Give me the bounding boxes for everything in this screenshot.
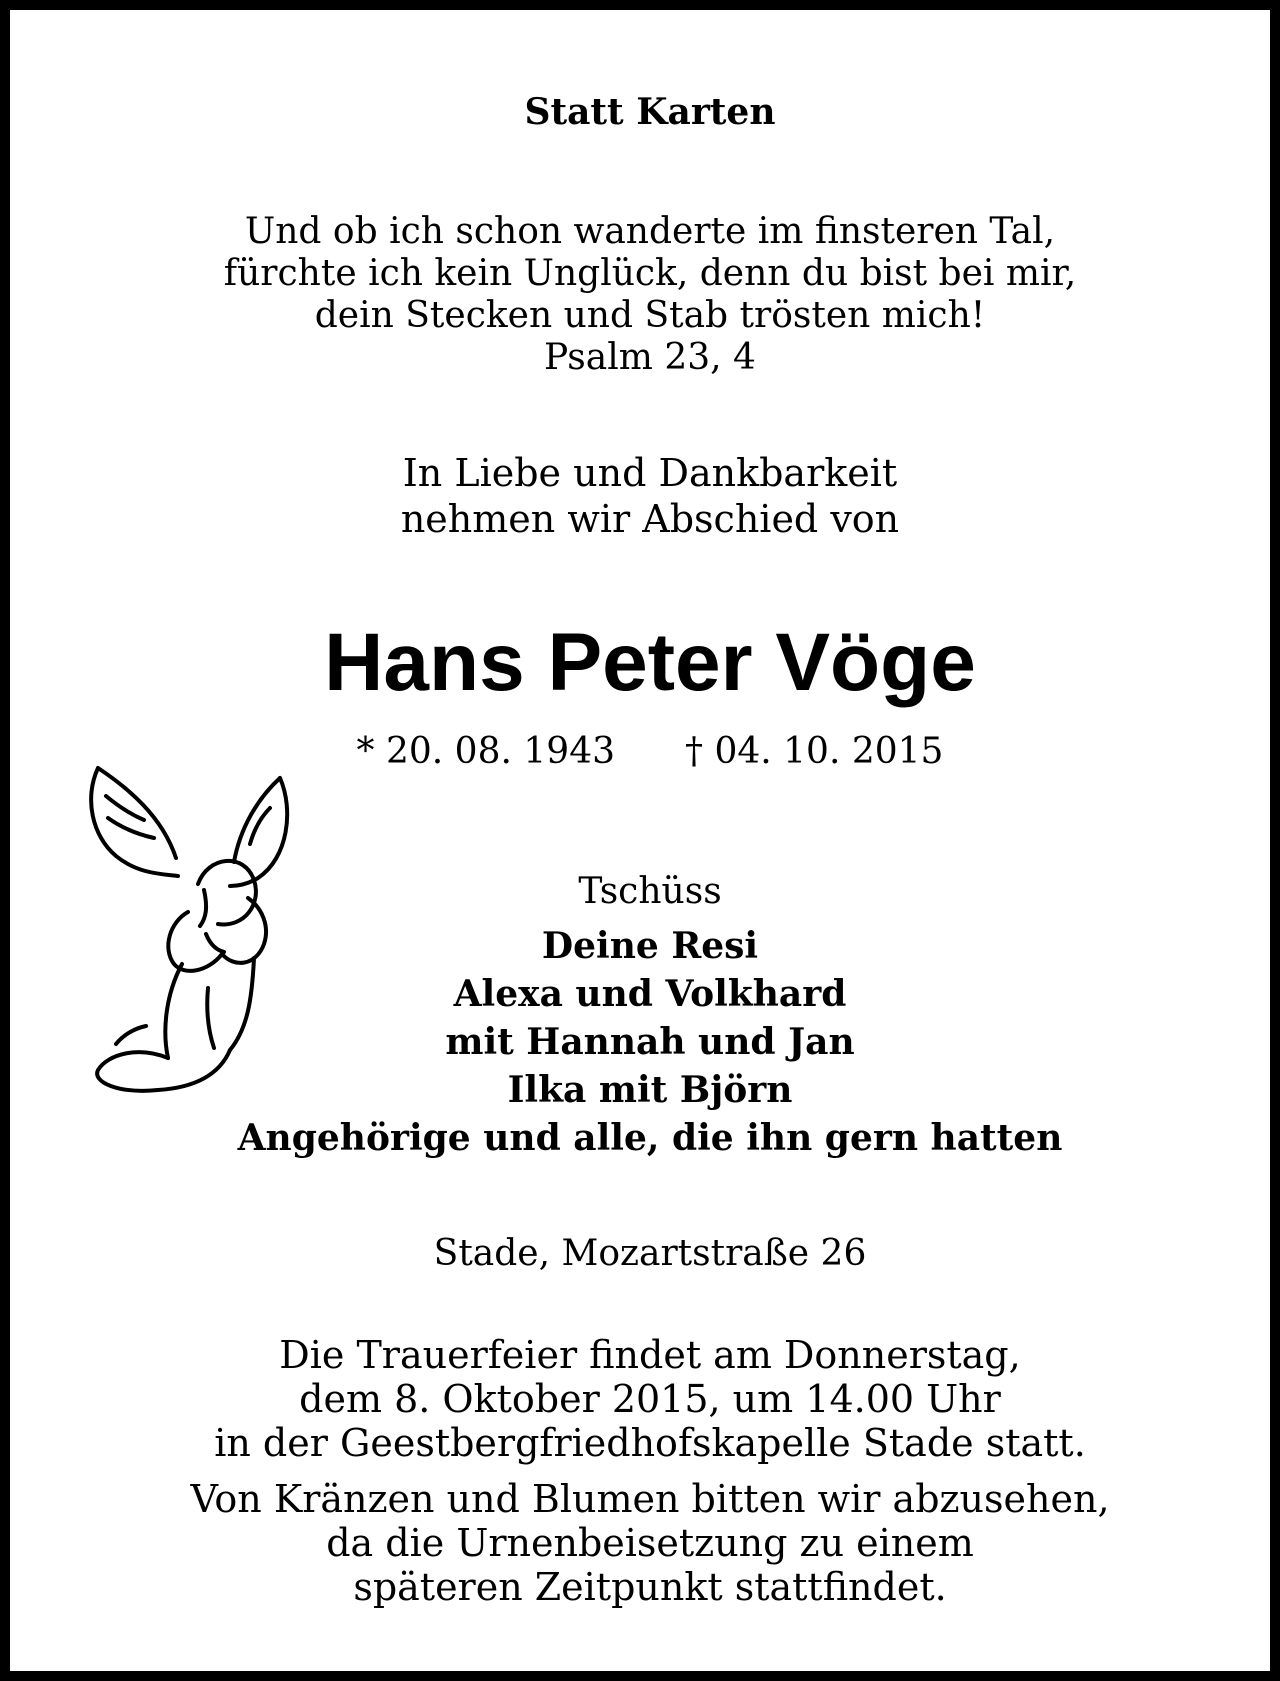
request-line-2: da die Urnenbeisetzung zu einem [326,1521,974,1565]
request-line-3: späteren Zeitpunkt stattfindet. [353,1565,947,1609]
mourner-line-1: Deine Resi [541,925,759,967]
intro-line-2: nehmen wir Abschied von [400,497,900,541]
deceased-name: Hans Peter Vöge [324,617,976,708]
psalm-line-3: dein Stecken und Stab trösten mich! [314,295,986,336]
psalm-reference: Psalm 23, 4 [544,337,756,378]
heading: Statt Karten [524,91,776,133]
psalm-line-1: Und ob ich schon wanderte im finsteren Tal, [244,211,1056,252]
ceremony-line-2: dem 8. Oktober 2015, um 14.00 Uhr [299,1377,1001,1421]
mourner-line-4: Ilka mit Björn [507,1069,793,1111]
birth-date: * 20. 08. 1943 [356,731,615,772]
mourner-line-3: mit Hannah und Jan [445,1021,855,1063]
ceremony-line-3: in der Geestbergfriedhofskapelle Stade statt. [214,1421,1086,1465]
address: Stade, Mozartstraße 26 [433,1233,867,1274]
mourner-line-5: Angehörige und alle, die ihn gern hatten [237,1117,1063,1159]
psalm-line-2: fürchte ich kein Unglück, denn du bist bei mir, [223,253,1077,294]
request-line-1: Von Kränzen und Blumen bitten wir abzusehen, [190,1477,1110,1521]
farewell: Tschüss [578,871,722,912]
ceremony-line-1: Die Trauerfeier findet am Donnerstag, [279,1333,1021,1377]
death-date: † 04. 10. 2015 [685,731,944,772]
intro-line-1: In Liebe und Dankbarkeit [402,451,898,495]
mourner-line-2: Alexa und Volkhard [453,973,847,1015]
